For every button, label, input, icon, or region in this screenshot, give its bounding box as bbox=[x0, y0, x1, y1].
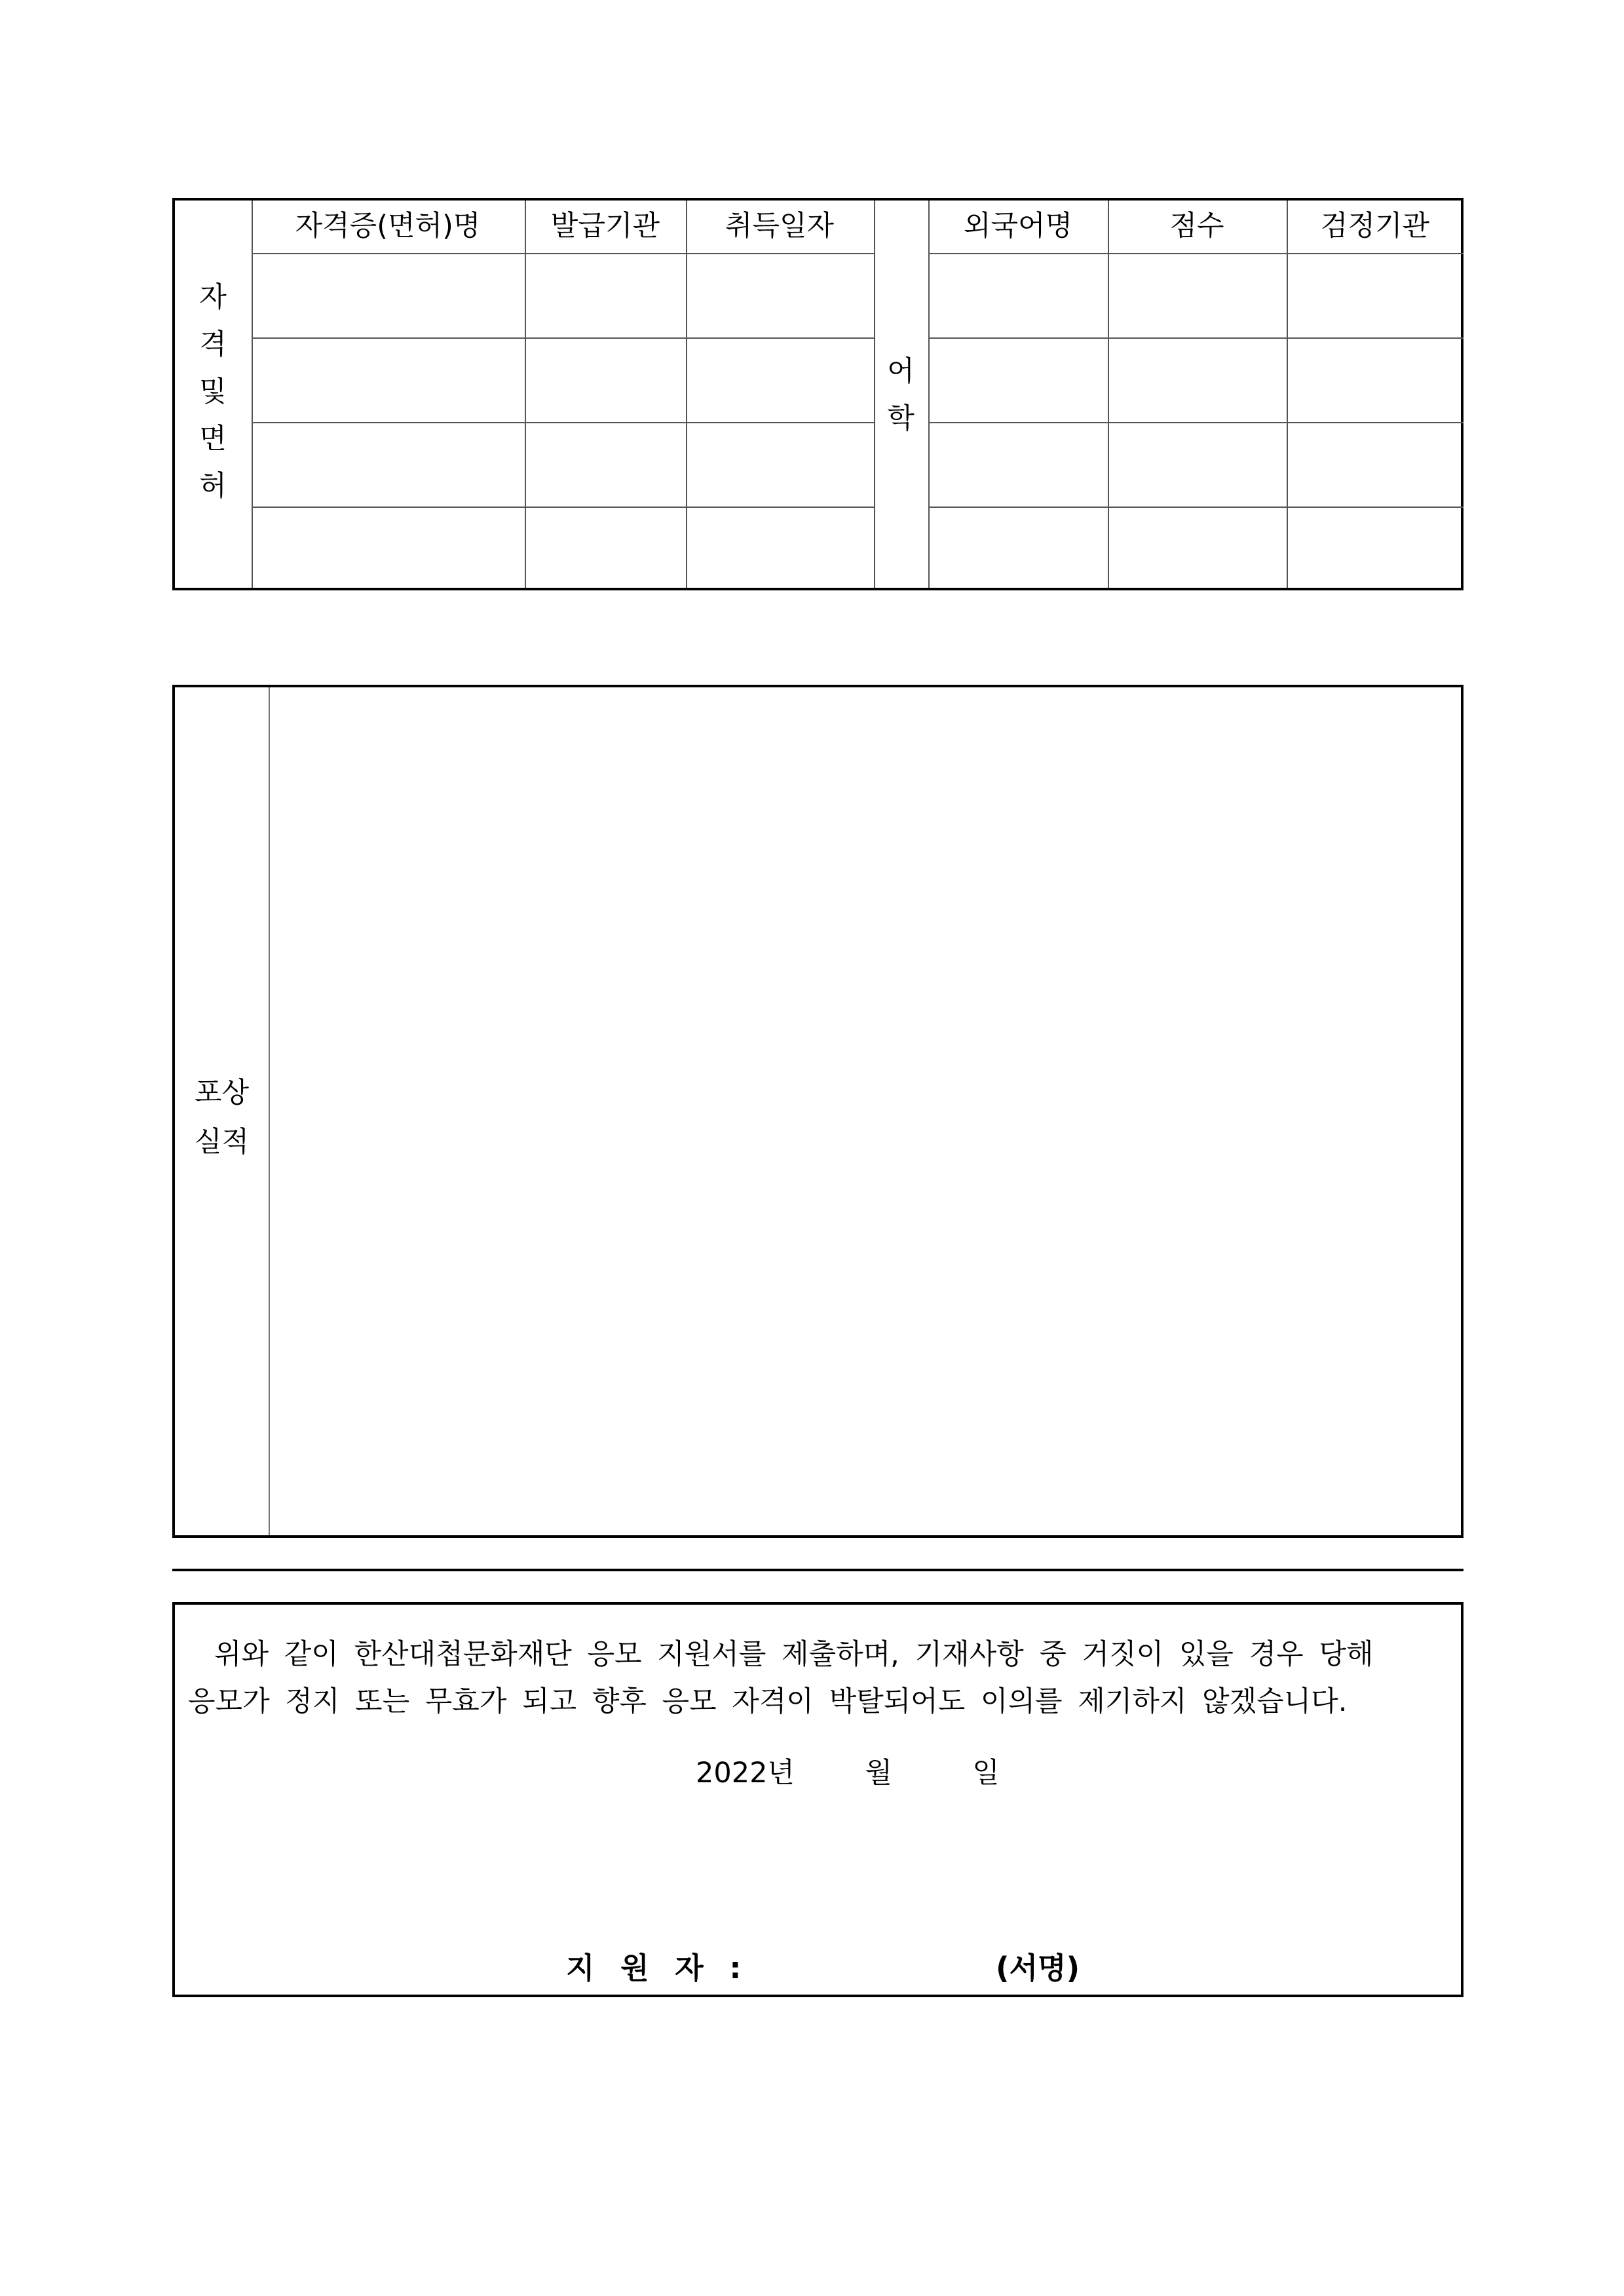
language-label-char: 학 bbox=[887, 402, 915, 435]
column-divider bbox=[686, 201, 687, 588]
cert-label-char: 허 bbox=[199, 470, 227, 503]
cert-section-label bbox=[193, 274, 233, 510]
row-divider bbox=[252, 422, 874, 423]
award-content-area[interactable] bbox=[280, 700, 1448, 1522]
award-label-line: 실적 bbox=[194, 1126, 250, 1158]
cert-label-char: 면 bbox=[199, 423, 227, 455]
award-record-table bbox=[172, 685, 1463, 1538]
cert-label-char: 및 bbox=[199, 375, 227, 408]
header-cert-date: 취득일자 bbox=[725, 210, 835, 242]
date-year: 2022년 bbox=[696, 1757, 795, 1789]
award-column-divider bbox=[269, 687, 270, 1535]
applicant-name-field[interactable] bbox=[719, 1944, 981, 1977]
cert-label-char: 격 bbox=[199, 328, 227, 361]
section-separator bbox=[172, 1569, 1463, 1571]
date-day[interactable]: 일 bbox=[972, 1757, 1000, 1789]
cert-label-char: 자 bbox=[199, 281, 227, 314]
date-month[interactable]: 월 bbox=[865, 1757, 892, 1789]
row-divider bbox=[928, 337, 1463, 339]
language-label-char: 어 bbox=[887, 355, 915, 388]
row-divider bbox=[252, 337, 874, 339]
declaration-text-line2: 응모가 정지 또는 무효가 되고 향후 응모 자격이 박탈되어도 이의를 제기하지 않겠습니다. bbox=[188, 1685, 1348, 1718]
row-divider bbox=[252, 507, 874, 508]
declaration-text-line1: 위와 같이 한산대첩문화재단 응모 지원서를 제출하며, 기재사항 중 거짓이 있을 경우 당해 bbox=[214, 1638, 1374, 1671]
row-divider bbox=[252, 253, 874, 254]
applicant-label: 지 원 자 : bbox=[566, 1951, 749, 1985]
row-divider bbox=[928, 507, 1463, 508]
declaration-box bbox=[172, 1602, 1463, 1997]
header-language-agency: 검정기관 bbox=[1320, 210, 1430, 242]
award-section-label bbox=[175, 1069, 269, 1167]
declaration-date bbox=[696, 1751, 1000, 1791]
row-divider bbox=[928, 422, 1463, 423]
column-divider bbox=[1108, 201, 1109, 588]
column-divider bbox=[252, 201, 253, 588]
row-divider bbox=[928, 253, 1463, 254]
header-cert-issuer: 발급기관 bbox=[550, 210, 660, 242]
column-divider bbox=[1287, 201, 1288, 588]
award-label-line: 포상 bbox=[194, 1077, 250, 1109]
column-divider bbox=[525, 201, 526, 588]
certificate-language-table bbox=[172, 198, 1463, 590]
language-section-label bbox=[881, 348, 920, 442]
header-cert-name: 자격증(면허)명 bbox=[295, 210, 481, 242]
column-divider bbox=[928, 201, 930, 588]
header-language-name: 외국어명 bbox=[963, 210, 1073, 242]
header-language-score: 점수 bbox=[1169, 210, 1224, 242]
column-divider bbox=[874, 201, 875, 588]
signature-label[interactable]: (서명) bbox=[996, 1951, 1080, 1985]
